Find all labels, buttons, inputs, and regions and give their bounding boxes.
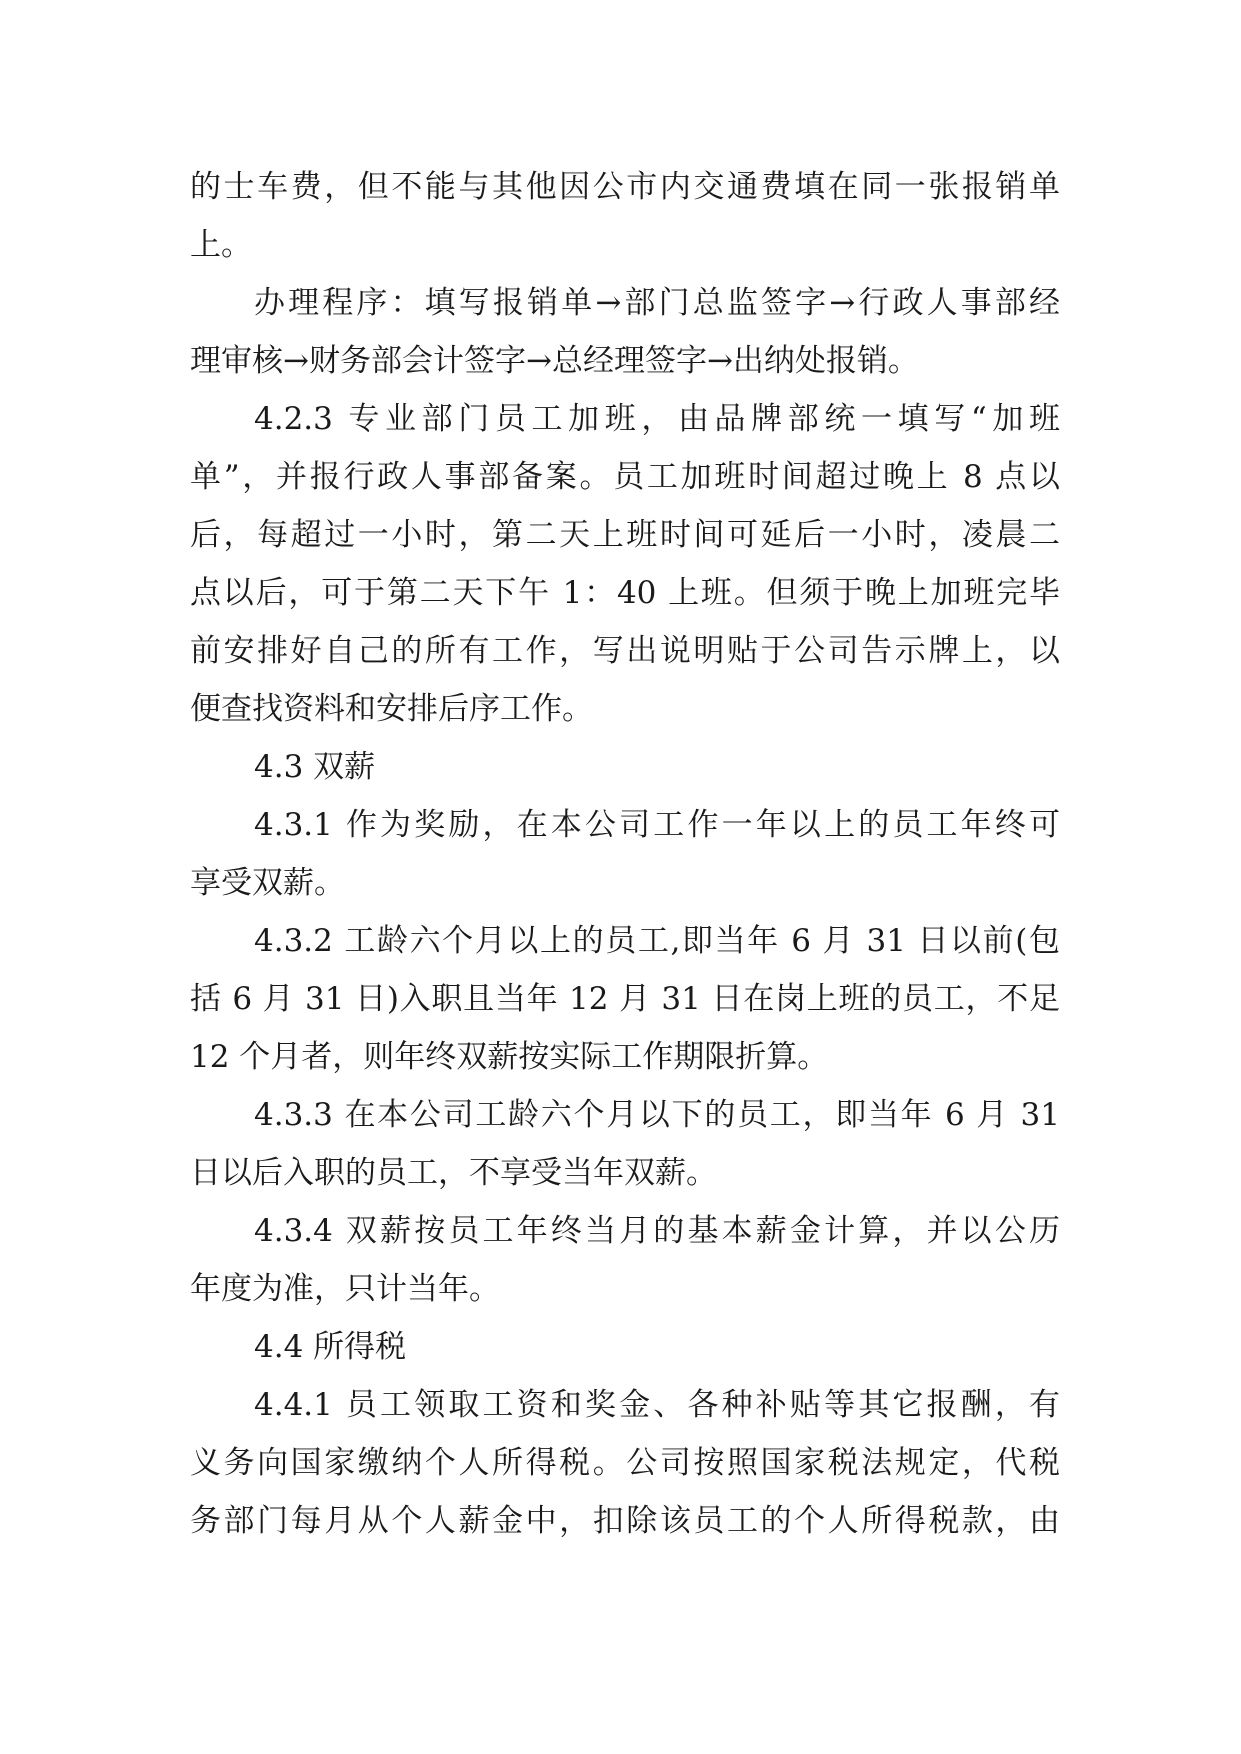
section-heading: 4.4 所得税 [254, 1329, 407, 1365]
text-line: 括 6 月 31 日)入职且当年 12 月 31 日在岗上班的员工，不足 [190, 981, 1060, 1017]
text-line: 的士车费，但不能与其他因公市内交通费填在同一张报销单 [190, 169, 1060, 205]
text-line: 日以后入职的员工，不享受当年双薪。 [190, 1155, 717, 1191]
text-line: 年度为准，只计当年。 [190, 1271, 500, 1307]
text-line: 12 个月者，则年终双薪按实际工作期限折算。 [190, 1039, 829, 1075]
text-line: 单”，并报行政人事部备案。员工加班时间超过晚上 8 点以 [190, 459, 1060, 495]
text-line: 后，每超过一小时，第二天上班时间可延后一小时，凌晨二 [190, 517, 1060, 553]
text-line: 办理程序：填写报销单→部门总监签字→行政人事部经 [254, 285, 1060, 321]
text-line: 理审核→财务部会计签字→总经理签字→出纳处报销。 [190, 343, 919, 379]
text-line: 4.2.3 专业部门员工加班，由品牌部统一填写“加班 [254, 401, 1060, 437]
text-line: 义务向国家缴纳个人所得税。公司按照国家税法规定，代税 [190, 1445, 1060, 1481]
section-heading: 4.3 双薪 [254, 749, 376, 785]
text-line: 前安排好自己的所有工作，写出说明贴于公司告示牌上，以 [190, 633, 1060, 669]
text-line: 4.3.3 在本公司工龄六个月以下的员工，即当年 6 月 31 [254, 1097, 1060, 1133]
text-line: 务部门每月从个人薪金中，扣除该员工的个人所得税款，由 [190, 1503, 1060, 1539]
text-line: 便查找资料和安排后序工作。 [190, 691, 593, 727]
text-line: 点以后，可于第二天下午 1：40 上班。但须于晚上加班完毕 [190, 575, 1060, 611]
text-line: 享受双薪。 [190, 865, 345, 901]
text-line: 4.3.1 作为奖励，在本公司工作一年以上的员工年终可 [254, 807, 1060, 843]
text-line: 上。 [190, 227, 252, 263]
text-line: 4.3.4 双薪按员工年终当月的基本薪金计算，并以公历 [254, 1213, 1060, 1249]
text-line: 4.3.2 工龄六个月以上的员工,即当年 6 月 31 日以前(包 [254, 923, 1060, 959]
body-text [190, 158, 1060, 1550]
text-line: 4.4.1 员工领取工资和奖金、各种补贴等其它报酬，有 [254, 1387, 1060, 1423]
